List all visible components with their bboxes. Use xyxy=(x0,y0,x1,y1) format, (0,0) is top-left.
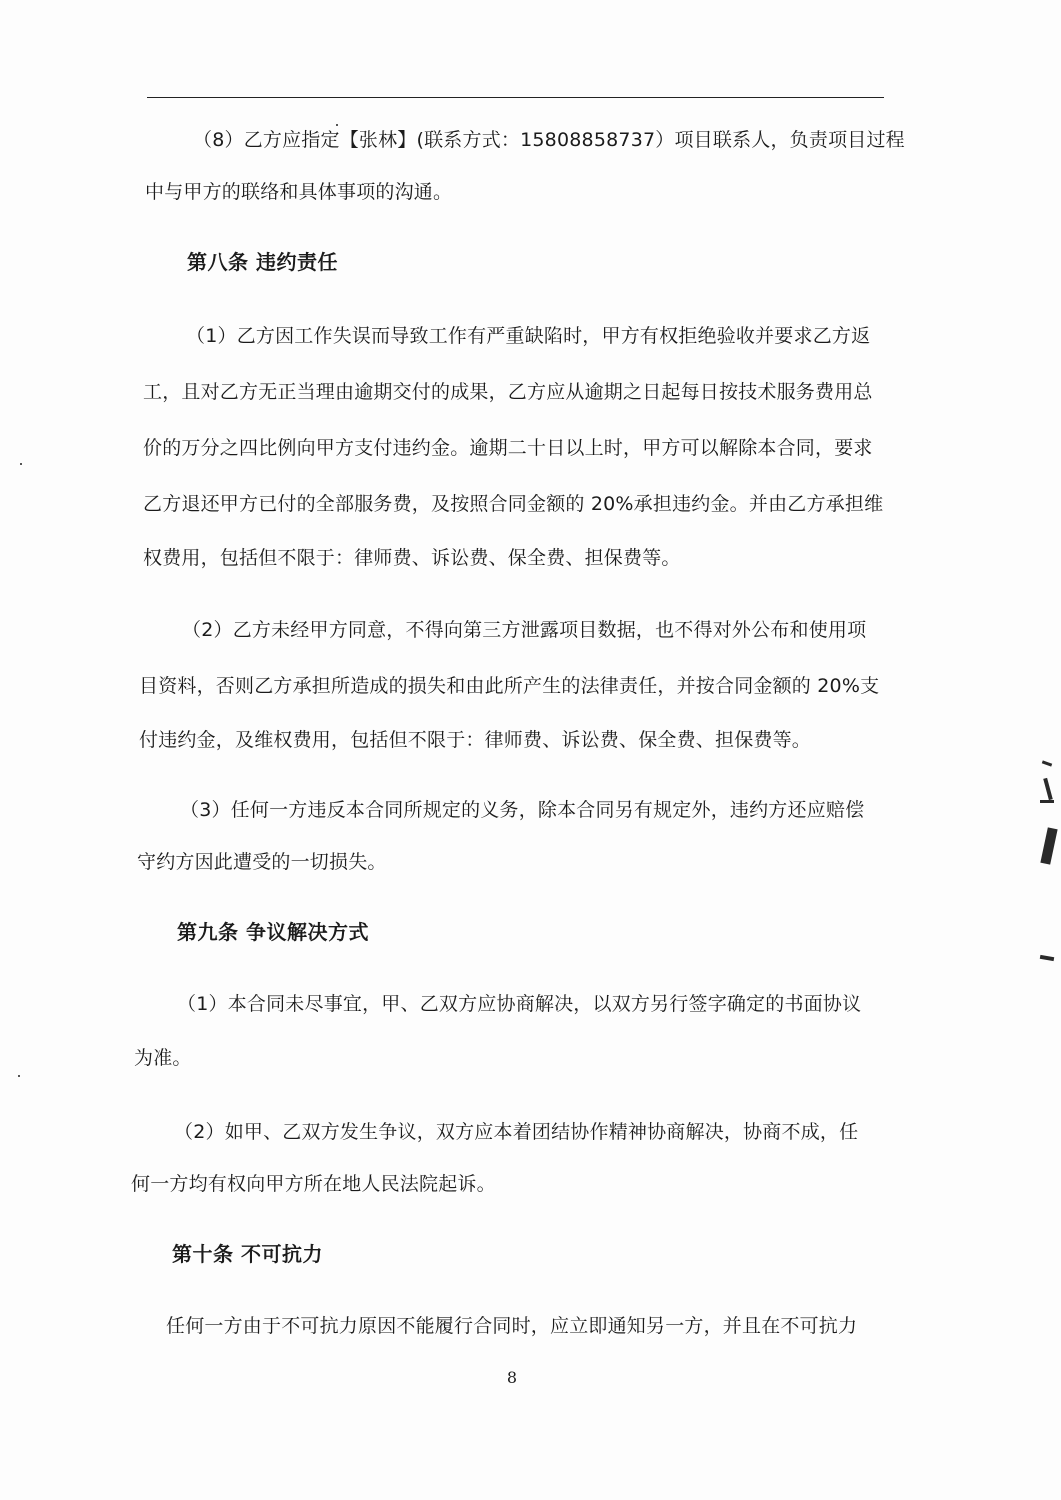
scan-speck xyxy=(336,124,338,126)
clause-text-line: 守约方因此遭受的一切损失。 xyxy=(137,851,387,873)
clause-text-line: （8）乙方应指定【张林】(联系方式：15808858737）项目联系人，负责项目过程 xyxy=(193,129,905,151)
page-number: 8 xyxy=(506,1368,518,1387)
scan-artifact xyxy=(1042,760,1052,766)
article-8-heading: 第八条 违约责任 xyxy=(187,250,338,274)
clause-text-line: （1）本合同未尽事宜，甲、乙双方应协商解决，以双方另行签字确定的书面协议 xyxy=(177,993,862,1015)
scan-artifact xyxy=(1043,778,1053,800)
clause-text-line: 何一方均有权向甲方所在地人民法院起诉。 xyxy=(131,1173,496,1195)
clause-text-line: 付违约金，及维权费用，包括但不限于：律师费、诉讼费、保全费、担保费等。 xyxy=(139,729,812,751)
clause-text-line: 权费用，包括但不限于：律师费、诉讼费、保全费、担保费等。 xyxy=(143,547,681,569)
clause-text-line: 目资料，否则乙方承担所造成的损失和由此所产生的法律责任，并按合同金额的 20%支 xyxy=(139,675,880,697)
scan-artifact xyxy=(1040,827,1057,864)
clause-text-line: 工，且对乙方无正当理由逾期交付的成果，乙方应从逾期之日起每日按技术服务费用总 xyxy=(143,381,873,403)
scan-speck xyxy=(18,1075,20,1077)
clause-text-line: （1）乙方因工作失误而导致工作有严重缺陷时，甲方有权拒绝验收并要求乙方返 xyxy=(186,325,871,347)
scan-speck xyxy=(20,463,22,465)
header-rule xyxy=(147,97,884,98)
clause-text-line: 乙方退还甲方已付的全部服务费，及按照合同金额的 20%承担违约金。并由乙方承担维 xyxy=(143,493,884,515)
article-10-heading: 第十条 不可抗力 xyxy=(172,1242,323,1266)
clause-text-line: （2）如甲、乙双方发生争议，双方应本着团结协作精神协商解决，协商不成，任 xyxy=(174,1121,859,1143)
scan-artifact xyxy=(1040,955,1054,961)
scan-artifact xyxy=(1040,800,1054,803)
clause-text-line: 价的万分之四比例向甲方支付违约金。逾期二十日以上时，甲方可以解除本合同，要求 xyxy=(143,437,873,459)
article-9-heading: 第九条 争议解决方式 xyxy=(177,920,369,944)
clause-text-line: （3）任何一方违反本合同所规定的义务，除本合同另有规定外，违约方还应赔偿 xyxy=(180,799,865,821)
clause-text-line: （2）乙方未经甲方同意，不得向第三方泄露项目数据，也不得对外公布和使用项 xyxy=(182,619,867,641)
clause-text-line: 为准。 xyxy=(134,1047,192,1069)
clause-text-line: 中与甲方的联络和具体事项的沟通。 xyxy=(145,181,453,203)
clause-text-line: 任何一方由于不可抗力原因不能履行合同时，应立即通知另一方，并且在不可抗力 xyxy=(166,1315,858,1337)
